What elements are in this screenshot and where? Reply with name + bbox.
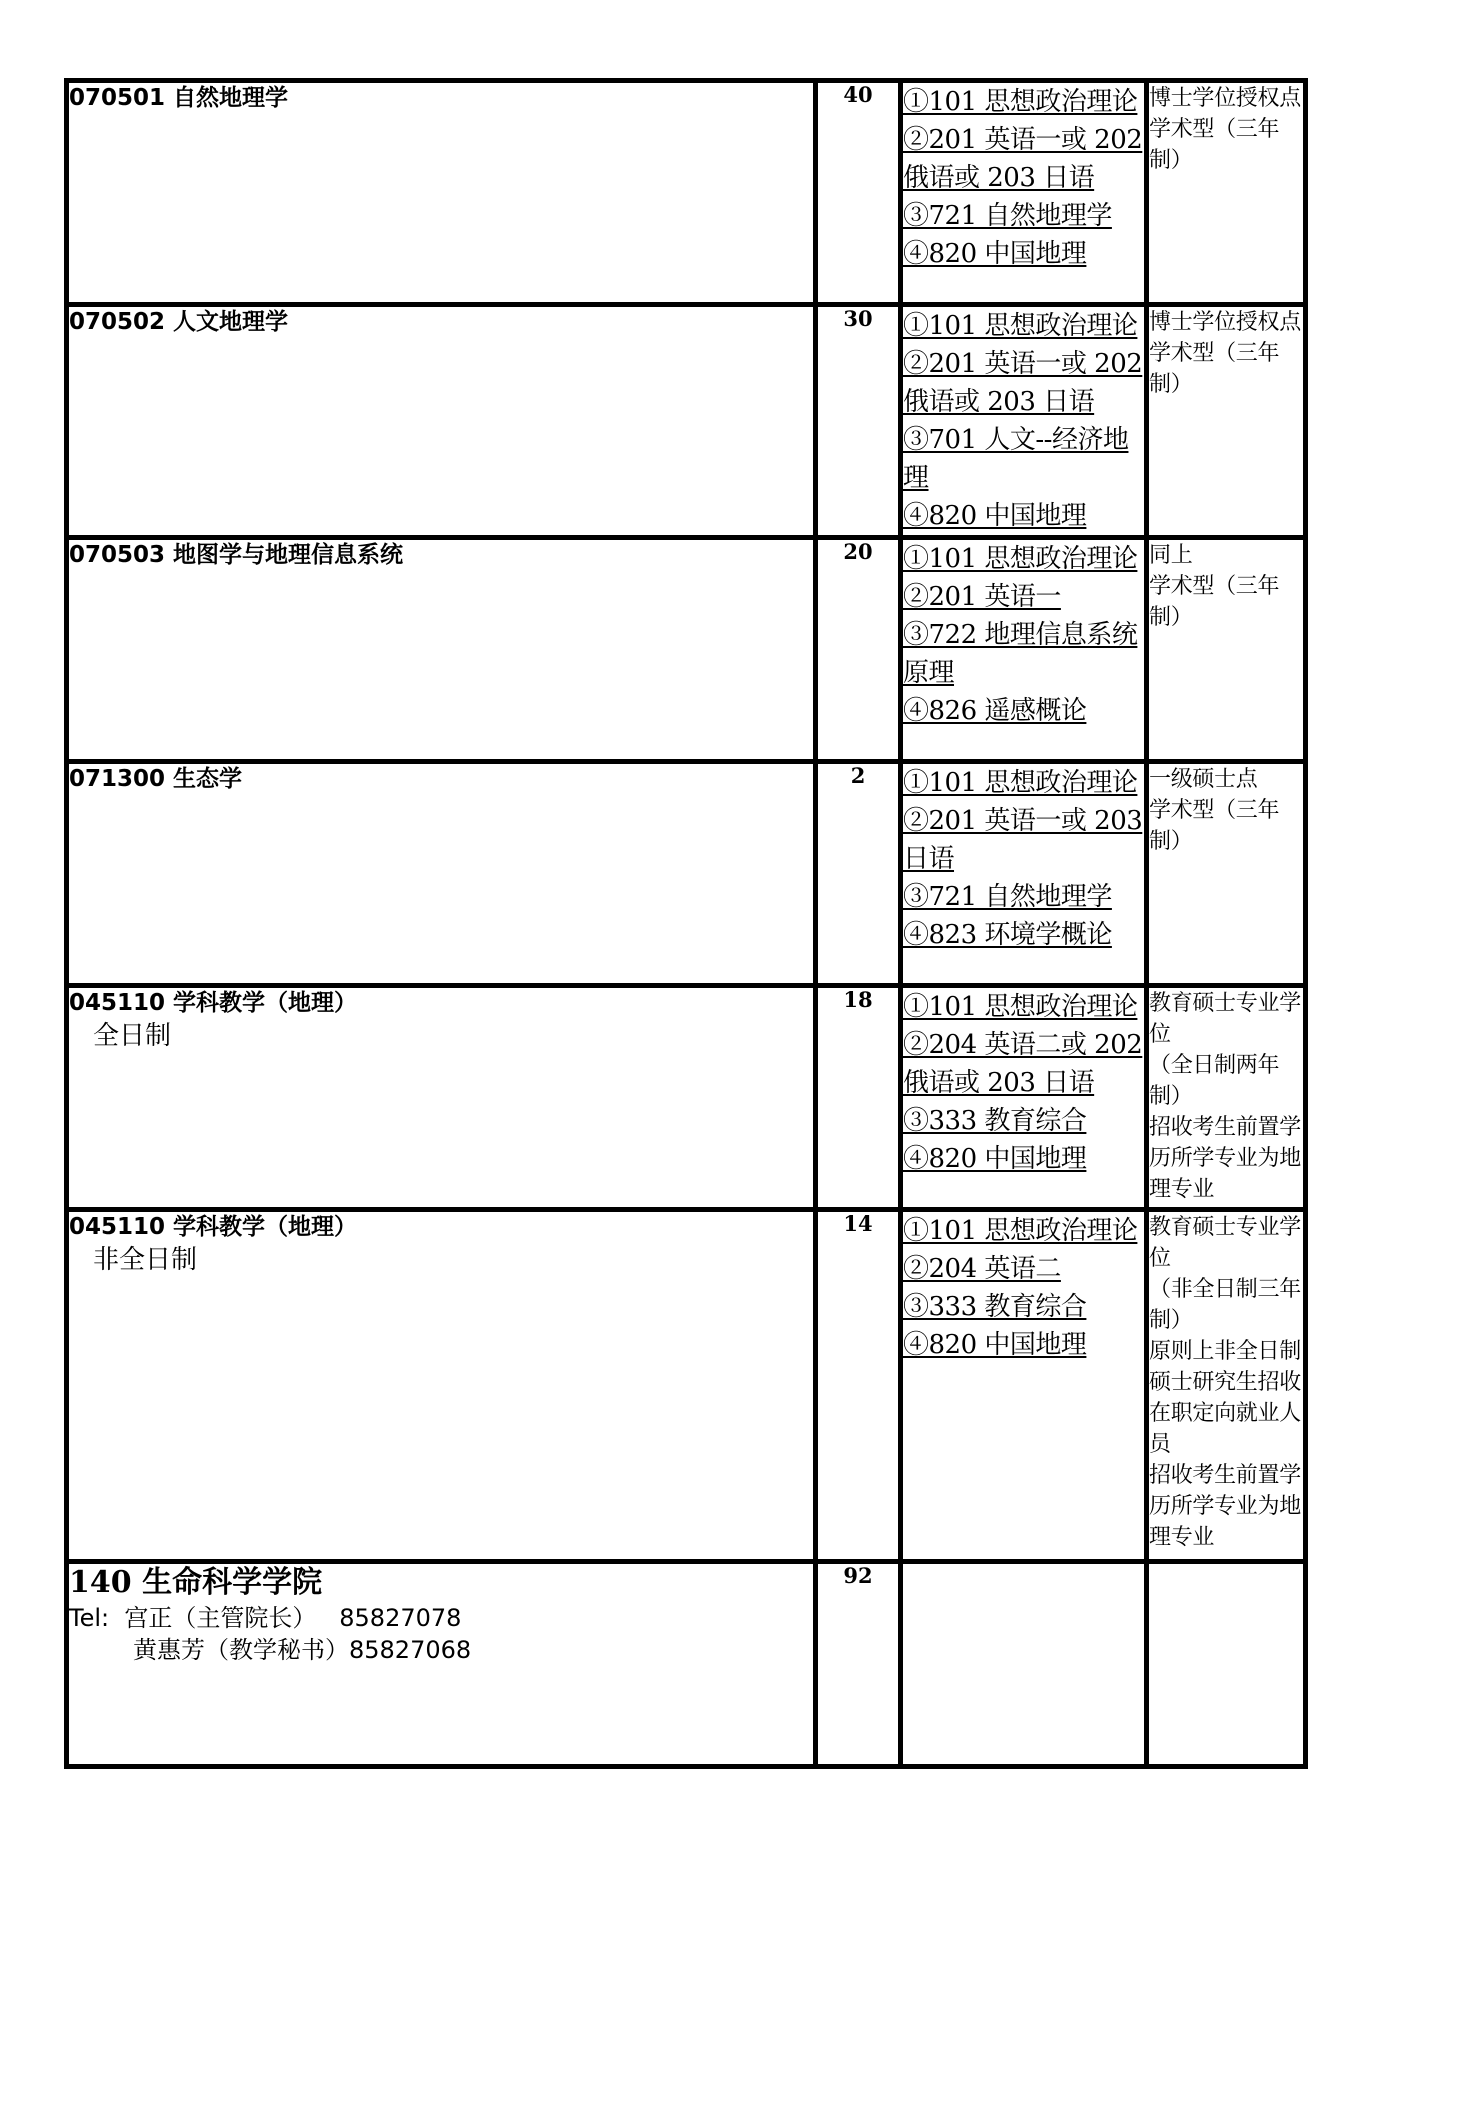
contact-line: [69, 1602, 813, 1634]
major-title: 070503 地图学与地理信息系统: [69, 542, 404, 568]
exam-subject-link[interactable]: ③333 教育综合: [903, 1106, 1087, 1136]
exam-subject-link[interactable]: ①101 思想政治理论: [903, 87, 1138, 117]
study-mode: 非全日制: [93, 1245, 198, 1275]
enrollment-count: 30: [843, 306, 873, 331]
exam-subject-link[interactable]: ③333 教育综合: [903, 1292, 1087, 1322]
remark-text: 招收考生前置学历所学专业为地理专业: [1149, 1115, 1301, 1202]
contact-dean: 宫正（主管院长） 85827078: [124, 1604, 462, 1632]
exam-subject-link[interactable]: ①101 思想政治理论: [903, 768, 1138, 798]
exam-subject-link[interactable]: ③722 地理信息系统原理: [903, 620, 1138, 688]
remark-text: 原则上非全日制硕士研究生招收在职定向就业人员: [1149, 1339, 1301, 1457]
remark-text: 一级硕士点: [1149, 767, 1258, 792]
exam-subject-link[interactable]: ①101 思想政治理论: [903, 992, 1138, 1022]
exam-subjects-cell: [903, 83, 1149, 307]
exam-subjects-cell: [903, 1212, 1149, 1564]
enrollment-count-cell: [813, 1212, 903, 1564]
exam-subject-link[interactable]: ④823 环境学概论: [903, 920, 1112, 950]
remarks-cell: [1149, 1564, 1303, 1764]
major-title: 070502 人文地理学: [69, 309, 289, 335]
remarks-cell: [1149, 988, 1303, 1212]
major-cell: [69, 1212, 813, 1564]
exam-subject-link[interactable]: ④820 中国地理: [903, 1144, 1087, 1174]
exam-subjects-cell: [903, 764, 1149, 988]
table-row: [69, 988, 1303, 1212]
remark-text: 教育硕士专业学位: [1149, 991, 1301, 1047]
remark-text: （全日制两年制）: [1149, 1053, 1280, 1109]
enrollment-count: 18: [843, 987, 873, 1012]
enrollment-count: 14: [843, 1211, 873, 1236]
remark-text: 学术型（三年制）: [1149, 117, 1280, 173]
exam-subjects-cell: [903, 307, 1149, 540]
remark-text: 学术型（三年制）: [1149, 798, 1280, 854]
table-row: [69, 1212, 1303, 1564]
major-title: 070501 自然地理学: [69, 85, 289, 111]
major-cell: [69, 988, 813, 1212]
remarks-cell: [1149, 307, 1303, 540]
exam-subjects-cell: [903, 1564, 1149, 1764]
college-cell: [69, 1564, 813, 1764]
enrollment-count-cell: [813, 307, 903, 540]
table-row: [69, 83, 1303, 307]
exam-subject-link[interactable]: ①101 思想政治理论: [903, 1216, 1138, 1246]
remarks-cell: [1149, 764, 1303, 988]
exam-subject-link[interactable]: ①101 思想政治理论: [903, 311, 1138, 341]
exam-subject-link[interactable]: ③721 自然地理学: [903, 882, 1112, 912]
remarks-cell: [1149, 1212, 1303, 1564]
enrollment-count-cell: [813, 83, 903, 307]
major-title: 071300 生态学: [69, 766, 243, 792]
table-body: [69, 83, 1303, 1764]
remark-text: 同上: [1149, 543, 1193, 568]
enrollment-count-cell: [813, 988, 903, 1212]
major-cell: [69, 764, 813, 988]
exam-subject-link[interactable]: ④826 遥感概论: [903, 696, 1087, 726]
study-mode: 全日制: [93, 1021, 172, 1051]
college-enrollment-count: 92: [843, 1563, 873, 1588]
major-title: 045110 学科教学（地理）: [69, 990, 358, 1016]
exam-subjects-cell: [903, 540, 1149, 764]
major-cell: [69, 540, 813, 764]
remarks-cell: [1149, 540, 1303, 764]
exam-subject-link[interactable]: ④820 中国地理: [903, 1330, 1087, 1360]
remark-text: 招收考生前置学历所学专业为地理专业: [1149, 1463, 1301, 1550]
enrollment-count-cell: [813, 1564, 903, 1764]
college-name: 140 生命科学学院: [69, 1565, 323, 1600]
table-row: [69, 307, 1303, 540]
exam-subject-link[interactable]: ②201 英语一: [903, 582, 1061, 612]
enrollment-count: 2: [850, 763, 866, 788]
table-row: [69, 540, 1303, 764]
major-title: 045110 学科教学（地理）: [69, 1214, 358, 1240]
exam-subjects-cell: [903, 988, 1149, 1212]
exam-subject-link[interactable]: ②204 英语二: [903, 1254, 1061, 1284]
remark-text: 博士学位授权点: [1149, 310, 1301, 335]
remarks-cell: [1149, 83, 1303, 307]
exam-subject-link[interactable]: ④820 中国地理: [903, 501, 1087, 531]
enrollment-count: 40: [843, 82, 873, 107]
major-cell: [69, 307, 813, 540]
exam-subject-link[interactable]: ①101 思想政治理论: [903, 544, 1138, 574]
remark-text: 学术型（三年制）: [1149, 341, 1280, 397]
college-row: [69, 1564, 1303, 1764]
exam-subject-link[interactable]: ②201 英语一或 202 俄语或 203 日语: [903, 349, 1143, 417]
enrollment-count-cell: [813, 540, 903, 764]
contact-secretary: 黄惠芳（教学秘书）85827068: [133, 1636, 472, 1664]
exam-subject-link[interactable]: ②201 英语一或 203 日语: [903, 806, 1143, 874]
remark-text: 博士学位授权点: [1149, 86, 1301, 111]
exam-subject-link[interactable]: ②204 英语二或 202 俄语或 203 日语: [903, 1030, 1143, 1098]
exam-subject-link[interactable]: ③701 人文--经济地理: [903, 425, 1129, 493]
enrollment-count-cell: [813, 764, 903, 988]
exam-subject-link[interactable]: ③721 自然地理学: [903, 201, 1112, 231]
major-cell: [69, 83, 813, 307]
tel-label: Tel:: [69, 1604, 110, 1632]
exam-subject-link[interactable]: ④820 中国地理: [903, 239, 1087, 269]
remark-text: 教育硕士专业学位: [1149, 1215, 1301, 1271]
table-row: [69, 764, 1303, 988]
exam-subject-link[interactable]: ②201 英语一或 202 俄语或 203 日语: [903, 125, 1143, 193]
enrollment-table: [64, 78, 1308, 1769]
remark-text: 学术型（三年制）: [1149, 574, 1280, 630]
enrollment-count: 20: [843, 539, 873, 564]
remark-text: （非全日制三年制）: [1149, 1277, 1301, 1333]
